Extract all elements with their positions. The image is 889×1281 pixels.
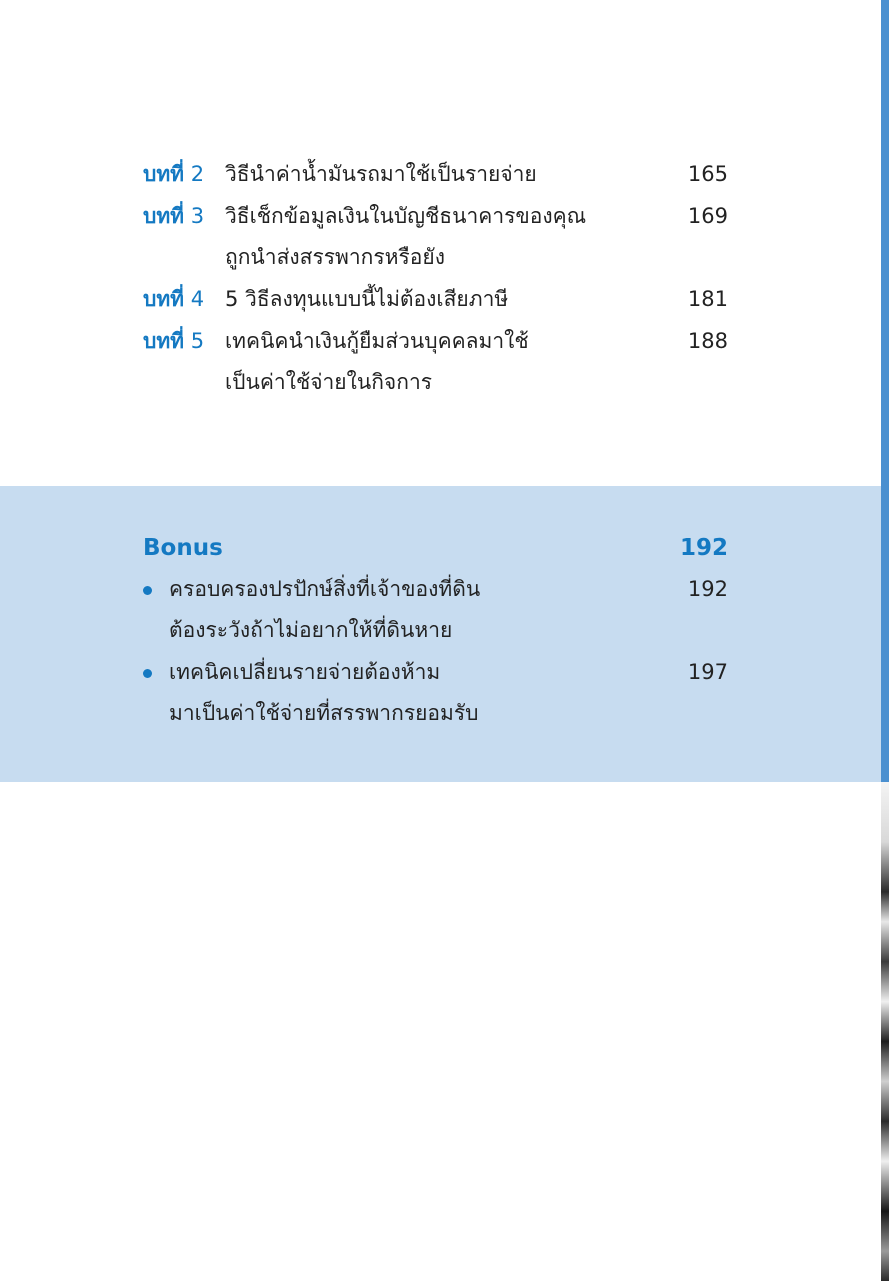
chapter-title-line: ถูกนำส่งสรรพากรหรือยัง: [225, 245, 445, 269]
chapter-number: 3: [190, 204, 205, 228]
bonus-item-line: ครอบครองปรปักษ์สิ่งที่เจ้าของที่ดิน: [169, 577, 481, 601]
chapter-word: บทที่: [143, 287, 185, 311]
chapter-title-line: วิธีเช็กข้อมูลเงินในบัญชีธนาคารของคุณ: [225, 204, 587, 228]
chapter-number: 5: [190, 329, 205, 353]
bonus-heading: [143, 530, 728, 566]
page-number: 165: [687, 162, 728, 186]
chapter-word: บทที่: [143, 162, 185, 186]
toc-entry-chapter-2: [143, 154, 728, 195]
bonus-item-1: [143, 569, 728, 610]
page-number: 192: [687, 577, 728, 601]
bonus-page-number: 192: [679, 535, 728, 561]
chapter-title-line: วิธีนำค่าน้ำมันรถมาใช้เป็นรายจ่าย: [225, 162, 537, 186]
bonus-item-line: มาเป็นค่าใช้จ่ายที่สรรพากรยอมรับ: [169, 701, 479, 725]
chapter-number: 2: [190, 162, 205, 186]
chapter-label: [143, 154, 204, 195]
chapter-number: 4: [190, 287, 205, 311]
chapter-title-line: เทคนิคนำเงินกู้ยืมส่วนบุคคลมาใช้: [225, 329, 529, 353]
page-number: 188: [687, 329, 728, 353]
bonus-item-2-continued: [143, 693, 728, 734]
chapter-label: [143, 279, 204, 320]
bullet-dot-icon: [143, 586, 152, 595]
chapter-word: บทที่: [143, 329, 185, 353]
toc-entry-chapter-5-continued: [143, 362, 728, 403]
page-edge-strip: [881, 0, 889, 782]
page-number: 169: [687, 204, 728, 228]
toc-entry-chapter-3: [143, 196, 728, 237]
bonus-item-2: [143, 652, 728, 693]
toc-entry-chapter-3-continued: [143, 237, 728, 278]
bonus-item-line: ต้องระวังถ้าไม่อยากให้ที่ดินหาย: [169, 618, 453, 642]
bullet-dot-icon: [143, 669, 152, 678]
toc-entry-chapter-4: [143, 279, 728, 320]
chapter-word: บทที่: [143, 204, 185, 228]
chapter-title-line: เป็นค่าใช้จ่ายในกิจการ: [225, 370, 433, 394]
bonus-title: Bonus: [143, 535, 223, 561]
page-number: 197: [687, 660, 728, 684]
chapter-title-line: 5 วิธีลงทุนแบบนี้ไม่ต้องเสียภาษี: [225, 287, 509, 311]
bonus-item-1-continued: [143, 610, 728, 651]
chapter-label: [143, 196, 204, 237]
page-number: 181: [687, 287, 728, 311]
chapter-label: [143, 321, 204, 362]
bonus-item-line: เทคนิคเปลี่ยนรายจ่ายต้องห้าม: [169, 660, 441, 684]
page-edge-photo: [881, 782, 889, 1281]
toc-entry-chapter-5: [143, 321, 728, 362]
